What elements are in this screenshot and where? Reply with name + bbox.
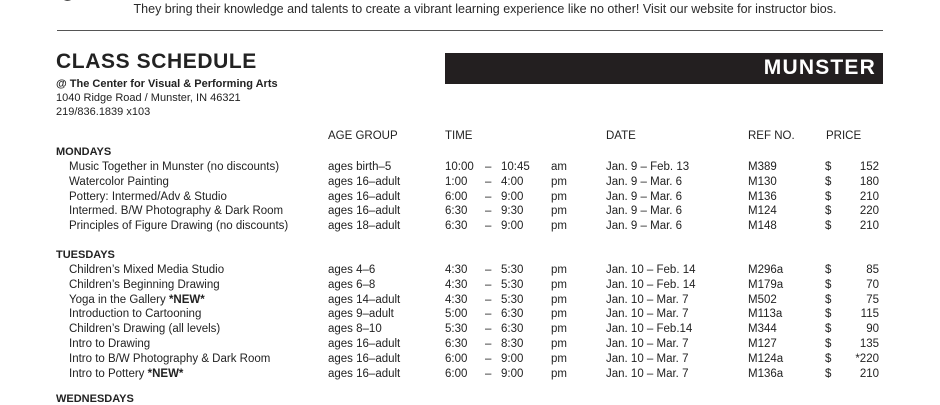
venue-phone: 219/836.1839 x103	[56, 106, 151, 118]
page-title: CLASS SCHEDULE	[56, 50, 257, 73]
ref-number: M127	[748, 338, 777, 350]
age-group: ages 16–adult	[328, 367, 401, 380]
time-dash: –	[485, 293, 492, 306]
class-title: Music Together in Munster (no discounts)	[69, 161, 280, 173]
time-dash: –	[485, 308, 492, 321]
age-group: ages 16–adult	[328, 190, 401, 203]
table-row	[0, 161, 940, 176]
column-header-age: AGE GROUP	[328, 130, 398, 142]
am-pm: am	[551, 161, 567, 173]
am-pm: pm	[551, 175, 567, 188]
ref-number: M502	[748, 293, 777, 306]
price-value: 210	[859, 190, 879, 203]
start-time: 6:00	[445, 367, 468, 380]
age-group: ages 8–10	[328, 323, 382, 336]
class-name	[69, 294, 205, 306]
time-dash: –	[485, 175, 492, 188]
end-time: 6:30	[501, 308, 524, 321]
date-range: Jan. 9 – Mar. 6	[606, 175, 683, 188]
currency-symbol: $	[825, 175, 832, 188]
class-title: Children’s Mixed Media Studio	[69, 264, 225, 276]
age-group: ages 16–adult	[328, 175, 401, 188]
currency-symbol: $	[825, 190, 832, 203]
time-dash: –	[485, 161, 492, 173]
price-value: 75	[866, 293, 879, 306]
am-pm: pm	[551, 308, 567, 321]
price-value: 180	[859, 175, 879, 188]
time-dash: –	[485, 367, 492, 380]
class-name	[69, 323, 220, 335]
end-time: 9:30	[501, 205, 524, 218]
currency-symbol: $	[825, 293, 832, 306]
class-title: Intro to B/W Photography & Dark Room	[69, 352, 271, 365]
date-range: Jan. 9 – Mar. 6	[606, 205, 683, 218]
am-pm: pm	[551, 338, 567, 350]
price-value: 135	[859, 338, 879, 350]
ref-number: M136	[748, 190, 777, 203]
class-title: Introduction to Cartooning	[69, 308, 202, 321]
am-pm: pm	[551, 190, 567, 203]
age-group: ages 18–adult	[328, 220, 401, 233]
age-group: ages 16–adult	[328, 352, 401, 365]
date-range: Jan. 10 – Feb. 14	[606, 264, 696, 276]
end-time: 9:00	[501, 367, 524, 380]
price-value: 210	[859, 220, 879, 233]
class-title: Principles of Figure Drawing (no discounts)	[69, 220, 289, 233]
end-time: 5:30	[501, 278, 524, 291]
start-time: 10:00	[445, 161, 474, 173]
table-row	[0, 338, 940, 353]
age-group: ages 9–adult	[328, 308, 394, 321]
start-time: 5:30	[445, 323, 468, 336]
date-range: Jan. 9 – Feb. 13	[606, 161, 690, 173]
column-header-ref: REF NO.	[748, 130, 795, 142]
table-row	[0, 294, 940, 309]
class-name	[69, 220, 288, 232]
table-row	[0, 308, 940, 323]
ref-number: M136a	[748, 367, 784, 380]
am-pm: pm	[551, 220, 567, 233]
end-time: 6:30	[501, 323, 524, 336]
time-dash: –	[485, 190, 492, 203]
start-time: 6:30	[445, 220, 468, 233]
currency-symbol: $	[825, 308, 832, 321]
price-value: 152	[859, 161, 879, 173]
column-header-price: PRICE	[826, 130, 862, 142]
ref-number: M124	[748, 205, 777, 218]
time-dash: –	[485, 323, 492, 336]
intro-banner	[0, 0, 940, 22]
time-dash: –	[485, 352, 492, 365]
price-value: 90	[866, 323, 879, 336]
class-title: Intro to Pottery	[69, 367, 148, 380]
price-value: 210	[859, 367, 879, 380]
class-title: Watercolor Painting	[69, 175, 169, 188]
time-dash: –	[485, 264, 492, 276]
date-range: Jan. 10 – Mar. 7	[606, 338, 689, 350]
ref-number: M296a	[748, 264, 784, 276]
start-time: 1:00	[445, 175, 468, 188]
table-row	[0, 176, 940, 191]
age-group: ages 4–6	[328, 264, 376, 276]
date-range: Jan. 10 – Mar. 7	[606, 308, 689, 321]
start-time: 6:30	[445, 205, 468, 218]
class-name	[69, 176, 169, 188]
venue-name: @ The Center for Visual & Performing Arts	[56, 78, 278, 90]
ref-number: M179a	[748, 278, 784, 291]
price-value: 70	[866, 278, 879, 291]
class-title: Children’s Beginning Drawing	[69, 278, 220, 291]
class-name	[69, 308, 201, 320]
time-dash: –	[485, 338, 492, 350]
start-time: 4:30	[445, 264, 468, 276]
date-range: Jan. 9 – Mar. 6	[606, 190, 683, 203]
class-name	[69, 338, 150, 350]
class-title: Pottery: Intermed/Adv & Studio	[69, 190, 227, 203]
class-name	[69, 264, 224, 276]
class-name	[69, 161, 279, 173]
am-pm: pm	[551, 278, 567, 291]
time-dash: –	[485, 278, 492, 291]
currency-symbol: $	[825, 220, 832, 233]
ref-number: M389	[748, 161, 777, 173]
date-range: Jan. 10 – Mar. 7	[606, 352, 689, 365]
am-pm: pm	[551, 293, 567, 306]
class-title: Children’s Drawing (all levels)	[69, 323, 221, 336]
price-value: 220	[859, 205, 879, 218]
age-group: ages 16–adult	[328, 205, 401, 218]
class-title: Intro to Drawing	[69, 338, 151, 350]
ref-number: M344	[748, 323, 777, 336]
currency-symbol: $	[825, 161, 832, 173]
time-dash: –	[485, 205, 492, 218]
day-heading-tuesdays: TUESDAYS	[56, 249, 115, 261]
date-range: Jan. 10 – Mar. 7	[606, 293, 689, 306]
start-time: 6:00	[445, 190, 468, 203]
class-name	[69, 353, 270, 365]
column-header-time: TIME	[445, 130, 473, 142]
table-row	[0, 279, 940, 294]
start-time: 4:30	[445, 278, 468, 291]
start-time: 4:30	[445, 293, 468, 306]
class-title: Intermed. B/W Photography & Dark Room	[69, 205, 284, 218]
currency-symbol: $	[825, 323, 832, 336]
age-group: ages 14–adult	[328, 293, 401, 306]
age-group: ages 6–8	[328, 278, 376, 291]
venue-address: 1040 Ridge Road / Munster, IN 46321	[56, 92, 241, 104]
am-pm: pm	[551, 352, 567, 365]
end-time: 5:30	[501, 293, 524, 306]
currency-symbol: $	[825, 264, 832, 276]
day-heading-wednesdays: WEDNESDAYS	[56, 393, 134, 405]
age-group: ages birth–5	[328, 161, 392, 173]
date-range: Jan. 10 – Mar. 7	[606, 367, 689, 380]
day-heading-mondays: MONDAYS	[56, 146, 112, 158]
end-time: 9:00	[501, 352, 524, 365]
ref-number: M148	[748, 220, 777, 233]
column-header-date: DATE	[606, 130, 636, 142]
end-time: 9:00	[501, 190, 524, 203]
start-time: 6:30	[445, 338, 468, 350]
class-name	[69, 279, 220, 291]
end-time: 4:00	[501, 175, 524, 188]
new-badge: *NEW*	[168, 293, 205, 306]
intro-text: They bring their knowledge and talents to create a vibrant learning experience like no other! Visit our website for instructor bios.	[133, 2, 837, 16]
class-name	[69, 368, 183, 380]
price-value: 115	[860, 308, 879, 321]
currency-symbol: $	[825, 338, 832, 350]
table-row	[0, 264, 940, 279]
table-row	[0, 191, 940, 206]
start-time: 6:00	[445, 352, 468, 365]
table-row	[0, 205, 940, 220]
am-pm: pm	[551, 264, 567, 276]
end-time: 9:00	[501, 220, 524, 233]
ref-number: M124a	[748, 352, 784, 365]
table-row	[0, 353, 940, 368]
end-time: 10:45	[501, 161, 530, 173]
currency-symbol: $	[825, 205, 832, 218]
date-range: Jan. 9 – Mar. 6	[606, 220, 683, 233]
am-pm: pm	[551, 367, 567, 380]
divider	[57, 30, 883, 31]
table-row	[0, 220, 940, 235]
class-name	[69, 191, 227, 203]
start-time: 5:00	[445, 308, 468, 321]
location-label: MUNSTER	[763, 56, 876, 79]
am-pm: pm	[551, 323, 567, 336]
table-row	[0, 368, 940, 383]
class-title: Yoga in the Gallery	[69, 293, 169, 306]
end-time: 8:30	[501, 338, 524, 350]
end-time: 5:30	[501, 264, 524, 276]
class-name	[69, 205, 283, 217]
date-range: Jan. 10 – Feb. 14	[606, 278, 696, 291]
table-row	[0, 323, 940, 338]
ref-number: M113a	[748, 308, 783, 321]
price-value: *220	[855, 352, 879, 365]
currency-symbol: $	[825, 278, 832, 291]
price-value: 85	[866, 264, 879, 276]
am-pm: pm	[551, 205, 567, 218]
time-dash: –	[485, 220, 492, 233]
age-group: ages 16–adult	[328, 338, 401, 350]
currency-symbol: $	[825, 352, 832, 365]
new-badge: *NEW*	[147, 367, 184, 380]
date-range: Jan. 10 – Feb.14	[606, 323, 693, 336]
location-banner	[445, 53, 883, 84]
currency-symbol: $	[825, 367, 832, 380]
ref-number: M130	[748, 175, 777, 188]
